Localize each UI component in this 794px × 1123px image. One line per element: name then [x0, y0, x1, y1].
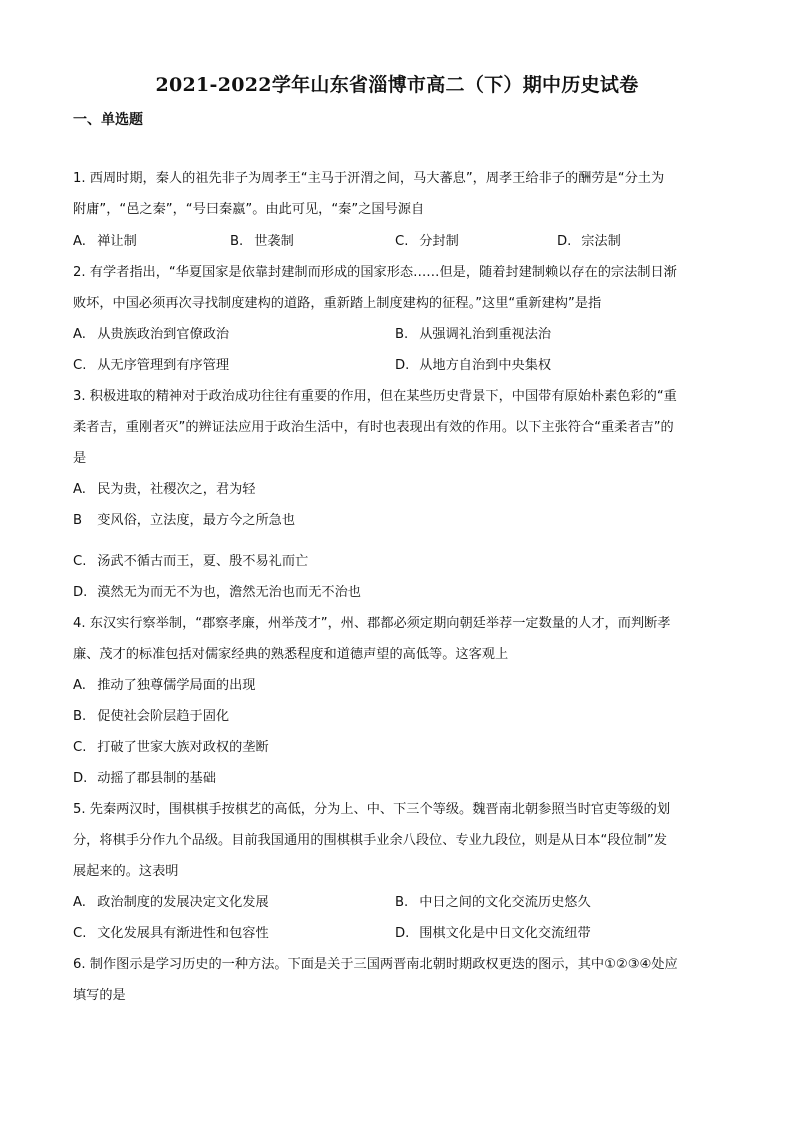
question-3-line-1: 3. 积极进取的精神对于政治成功往往有重要的作用，但在某些历史背景下，中国带有原始朴素色彩的“重 [73, 389, 677, 404]
question-5-line-2: 分，将棋手分作九个品级。目前我国通用的围棋棋手业余八段位、专业九段位，则是从日本“段位制”发 [73, 833, 667, 848]
question-4-line-1: 4. 东汉实行察举制，“郡察孝廉，州举茂才”，州、郡都必须定期向朝廷举荐一定数量的人才，而判断孝 [73, 616, 671, 631]
question-5-option-a[interactable]: A. 政治制度的发展决定文化发展 [73, 895, 269, 910]
question-5-option-b[interactable]: B. 中日之间的文化交流历史悠久 [395, 895, 591, 910]
question-5-option-c[interactable]: C. 文化发展具有渐进性和包容性 [73, 926, 269, 941]
question-1-option-b[interactable]: B. 世袭制 [230, 234, 294, 249]
question-3-option-c[interactable]: C. 汤武不循古而王，夏、殷不易礼而亡 [73, 554, 309, 569]
question-1-line-2: 附庸”，“邑之秦”，“号曰秦嬴”。由此可见，“秦”之国号源自 [73, 202, 425, 217]
question-4-option-b[interactable]: B. 促使社会阶层趋于固化 [73, 709, 230, 724]
question-6-line-2: 填写的是 [73, 988, 126, 1003]
question-5-line-1: 5. 先秦两汉时，围棋棋手按棋艺的高低，分为上、中、下三个等级。魏晋南北朝参照当时官吏等级的划 [73, 802, 671, 817]
question-1-option-a[interactable]: A. 禅让制 [73, 234, 137, 249]
question-2-option-b[interactable]: B. 从强调礼治到重视法治 [395, 327, 552, 342]
question-4-option-d[interactable]: D. 动摇了郡县制的基础 [73, 771, 216, 786]
question-3-option-a[interactable]: A. 民为贵，社稷次之，君为轻 [73, 482, 256, 497]
question-3-line-2: 柔者吉，重刚者灭”的辨证法应用于政治生活中，有时也表现出有效的作用。以下主张符合“重柔者吉”的 [73, 420, 674, 435]
question-3-option-b[interactable]: B 变风俗，立法度，最方今之所急也 [73, 513, 296, 528]
question-2-option-d[interactable]: D. 从地方自治到中央集权 [395, 358, 552, 373]
question-1-line-1: 1. 西周时期，秦人的祖先非子为周孝王“主马于汧渭之间，马大蕃息”，周孝王给非子的酬劳是“分土为 [73, 171, 665, 186]
question-1-option-c[interactable]: C. 分封制 [395, 234, 459, 249]
section-heading: 一、单选题 [73, 112, 143, 128]
question-2-option-a[interactable]: A. 从贵族政治到官僚政治 [73, 327, 230, 342]
question-4-option-c[interactable]: C. 打破了世家大族对政权的垄断 [73, 740, 269, 755]
question-1-option-d[interactable]: D. 宗法制 [557, 234, 621, 249]
question-3-line-3: 是 [73, 451, 87, 466]
question-6-line-1: 6. 制作图示是学习历史的一种方法。下面是关于三国两晋南北朝时期政权更迭的图示，其中①②③④处应 [73, 957, 678, 972]
question-2-option-c[interactable]: C. 从无序管理到有序管理 [73, 358, 230, 373]
question-5-line-3: 展起来的。这表明 [73, 864, 179, 879]
page-title: 2021-2022学年山东省淄博市高二（下）期中历史试卷 [155, 74, 639, 96]
question-2-line-2: 败坏，中国必须再次寻找制度建构的道路，重新踏上制度建构的征程。”这里“重新建构”是指 [73, 296, 602, 311]
question-4-option-a[interactable]: A. 推动了独尊儒学局面的出现 [73, 678, 256, 693]
question-4-line-2: 廉、茂才的标准包括对儒家经典的熟悉程度和道德声望的高低等。这客观上 [73, 647, 509, 662]
question-2-line-1: 2. 有学者指出，“华夏国家是依靠封建制而形成的国家形态……但是，随着封建制赖以存在的宗法制日渐 [73, 265, 677, 280]
question-3-option-d[interactable]: D. 漠然无为而无不为也，澹然无治也而无不治也 [73, 585, 361, 600]
question-5-option-d[interactable]: D. 围棋文化是中日文化交流纽带 [395, 926, 591, 941]
